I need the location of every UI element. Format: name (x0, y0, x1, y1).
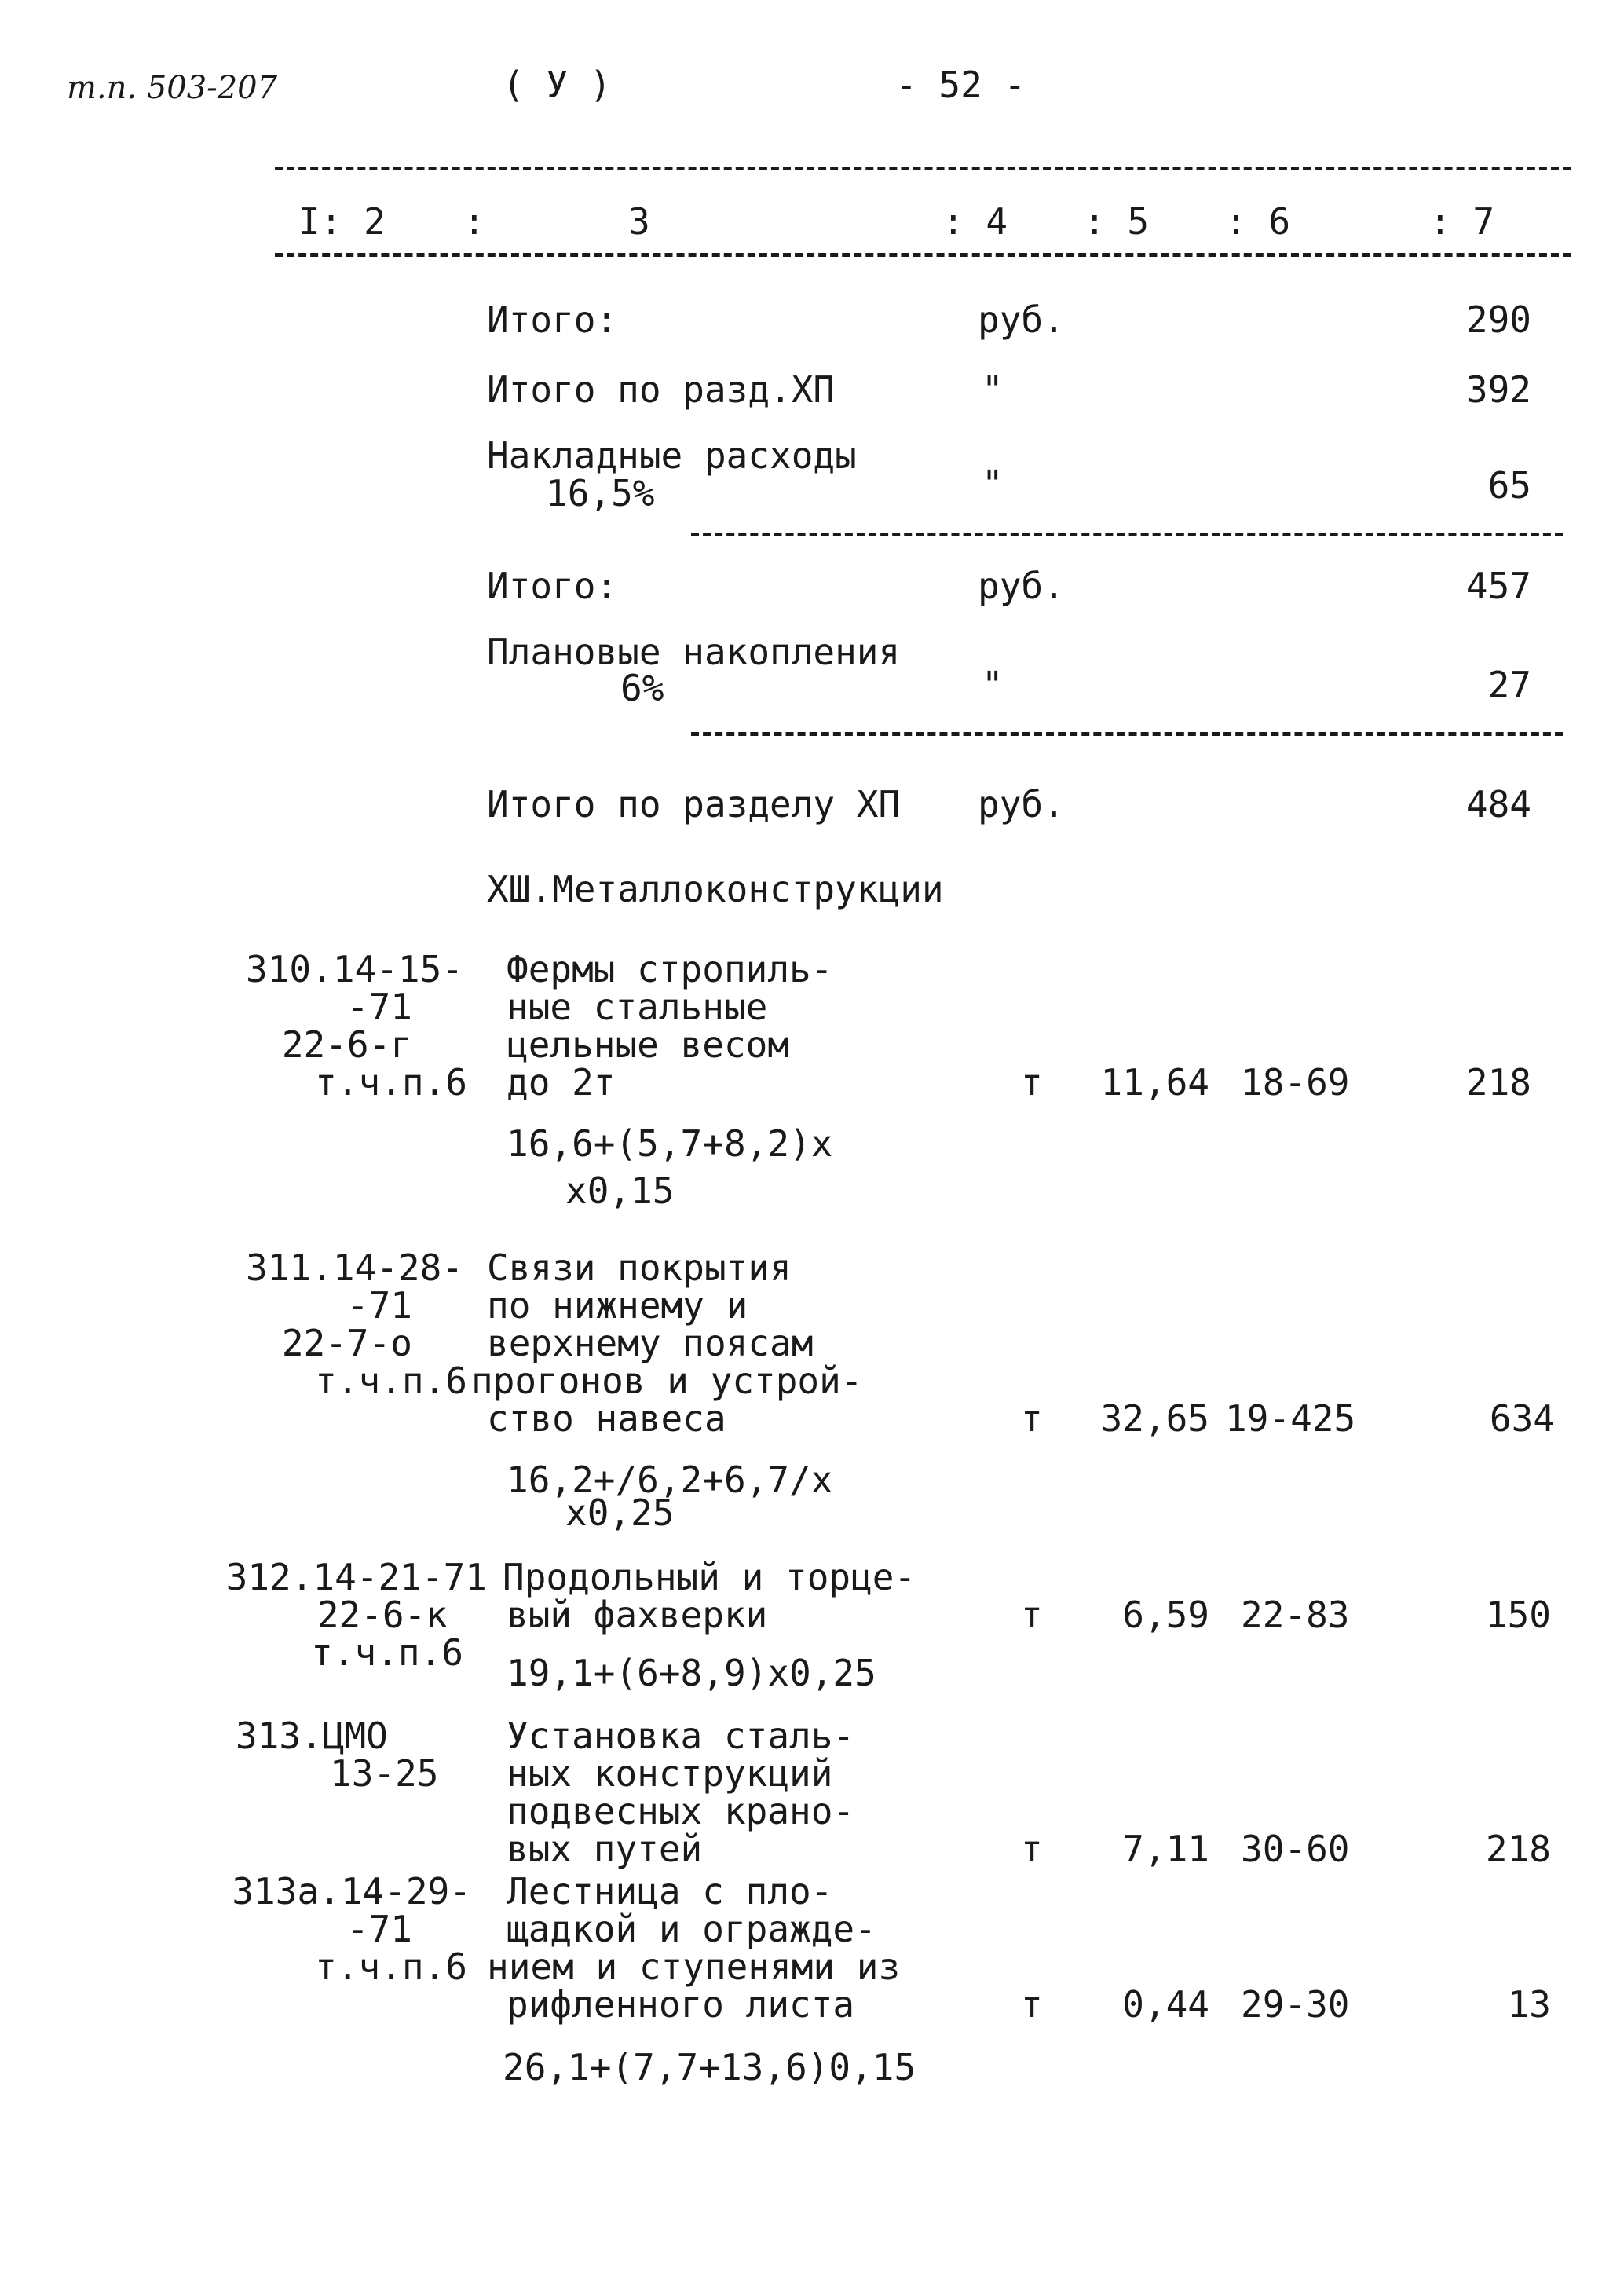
item-desc-line: Фермы стропиль- (507, 948, 833, 990)
summary-label: Накладные расходы (487, 434, 857, 477)
summary-label-rate: 16,5% (546, 472, 655, 514)
summary-label: Итого: (487, 298, 618, 341)
item-calculation: 26,1+(7,7+13,6)0,15 (503, 2046, 916, 2088)
item-unit-price: 30-60 (1241, 1828, 1350, 1870)
item-unit: т (1021, 1828, 1043, 1870)
item-code-line: т.ч.п.6 (315, 1061, 467, 1104)
item-code-line: -71 (346, 1284, 412, 1327)
item-desc-line: Лестница с пло- (507, 1870, 833, 1912)
item-unit-price: 29-30 (1241, 1983, 1350, 2026)
item-code-line: т.ч.п.6 (311, 1631, 463, 1674)
item-unit: т (1021, 1397, 1043, 1440)
item-desc-line: верхнему поясам (487, 1322, 814, 1364)
item-code-line: -71 (346, 1908, 412, 1950)
item-total: 218 (1465, 1061, 1531, 1104)
summary-total: 457 (1465, 565, 1531, 607)
item-quantity: 32,65 (1100, 1397, 1209, 1440)
summary-total: 290 (1465, 298, 1531, 341)
summary-total: 27 (1487, 664, 1531, 706)
item-code-line: 310.14-15- (246, 948, 463, 990)
col-head-6: : 6 (1225, 200, 1291, 243)
item-code-line: 312.14-21-71 (225, 1556, 487, 1598)
item-code-line: -71 (346, 986, 412, 1028)
item-desc-line: вый фахверки (507, 1594, 768, 1636)
item-desc-line: вых путей (507, 1828, 703, 1870)
item-desc-line: по нижнему и (487, 1284, 748, 1327)
item-unit-price: 22-83 (1241, 1594, 1350, 1636)
summary-label: Итого: (487, 565, 618, 607)
item-total: 218 (1485, 1828, 1551, 1870)
header-top-rule (275, 167, 1571, 170)
subtotal-rule (691, 533, 1563, 536)
item-total: 150 (1485, 1594, 1551, 1636)
col-head-7: : 7 (1429, 200, 1495, 243)
item-desc-line: цельные весом (507, 1023, 790, 1066)
item-unit: т (1021, 1983, 1043, 2026)
summary-unit: " (982, 664, 1004, 706)
item-code-line: т.ч.п.6 (315, 1945, 467, 1988)
item-desc-line: ных конструкций (507, 1752, 833, 1795)
item-quantity: 0,44 (1122, 1983, 1209, 2026)
item-calculation: х0,25 (565, 1492, 675, 1534)
item-code-line: 313.ЦМО (236, 1715, 388, 1757)
item-desc-line: рифленного листа (507, 1983, 855, 2026)
item-desc-line: Продольный и торце- (503, 1556, 916, 1598)
item-quantity: 7,11 (1122, 1828, 1209, 1870)
summary-unit: " (982, 368, 1004, 411)
page-number: - 52 - (895, 64, 1026, 106)
summary-label: Плановые накопления (487, 631, 901, 673)
item-code-line: 22-6-г (281, 1023, 412, 1066)
item-desc-line: ство навеса (487, 1397, 726, 1440)
item-code-line: 313а.14-29- (232, 1870, 471, 1912)
summary-unit: руб. (978, 565, 1065, 607)
item-desc-line: прогонов и устрой- (471, 1360, 863, 1402)
item-desc-line: ные стальные (507, 986, 768, 1028)
col-head-3: 3 (628, 200, 650, 243)
item-code-line: 22-6-к (316, 1594, 448, 1636)
item-code-line: т.ч.п.6 (315, 1360, 467, 1402)
item-calculation: 16,6+(5,7+8,2)х (507, 1122, 833, 1165)
item-desc-line: подвесных крано- (507, 1790, 855, 1832)
item-desc-line: щадкой и огражде- (507, 1908, 876, 1950)
item-code-line: 311.14-28- (246, 1246, 463, 1289)
item-unit: т (1021, 1594, 1043, 1636)
col-head-5: : 5 (1084, 200, 1150, 243)
summary-total: 65 (1487, 464, 1531, 507)
col-head-4: : 4 (942, 200, 1008, 243)
document-mark: ( У ) (503, 64, 612, 106)
item-calculation: 16,2+/6,2+6,7/х (507, 1459, 833, 1501)
item-desc-line: нием и ступенями из (487, 1945, 901, 1988)
item-code-line: 13-25 (330, 1752, 439, 1795)
subtotal-rule (691, 732, 1563, 736)
summary-unit: руб. (978, 298, 1065, 341)
item-unit-price: 18-69 (1241, 1061, 1350, 1104)
summary-unit: руб. (978, 783, 1065, 825)
section-title: ХШ.Металлоконструкции (487, 868, 944, 910)
col-head-sep: : (463, 200, 485, 243)
item-unit-price: 19-425 (1225, 1397, 1356, 1440)
summary-unit: " (982, 463, 1004, 505)
item-desc-line: до 2т (507, 1061, 616, 1104)
summary-label-rate: 6% (620, 667, 664, 709)
item-desc-line: Связи покрытия (487, 1246, 792, 1289)
header-bottom-rule (275, 253, 1571, 257)
item-calculation: 19,1+(6+8,9)х0,25 (507, 1652, 876, 1694)
item-unit: т (1021, 1061, 1043, 1104)
col-head-1-2: I: 2 (298, 200, 386, 243)
item-quantity: 11,64 (1100, 1061, 1209, 1104)
item-total: 13 (1507, 1983, 1551, 2026)
summary-total: 392 (1465, 368, 1531, 411)
summary-label: Итого по разд.ХП (487, 368, 836, 411)
summary-label: Итого по разделу ХП (487, 783, 901, 825)
summary-total: 484 (1465, 783, 1531, 825)
document-reference: т.п. 503-207 (67, 70, 278, 106)
item-desc-line: Установка сталь- (507, 1715, 855, 1757)
item-code-line: 22-7-о (281, 1322, 412, 1364)
item-quantity: 6,59 (1122, 1594, 1209, 1636)
item-total: 634 (1489, 1397, 1555, 1440)
item-calculation: х0,15 (565, 1169, 675, 1212)
